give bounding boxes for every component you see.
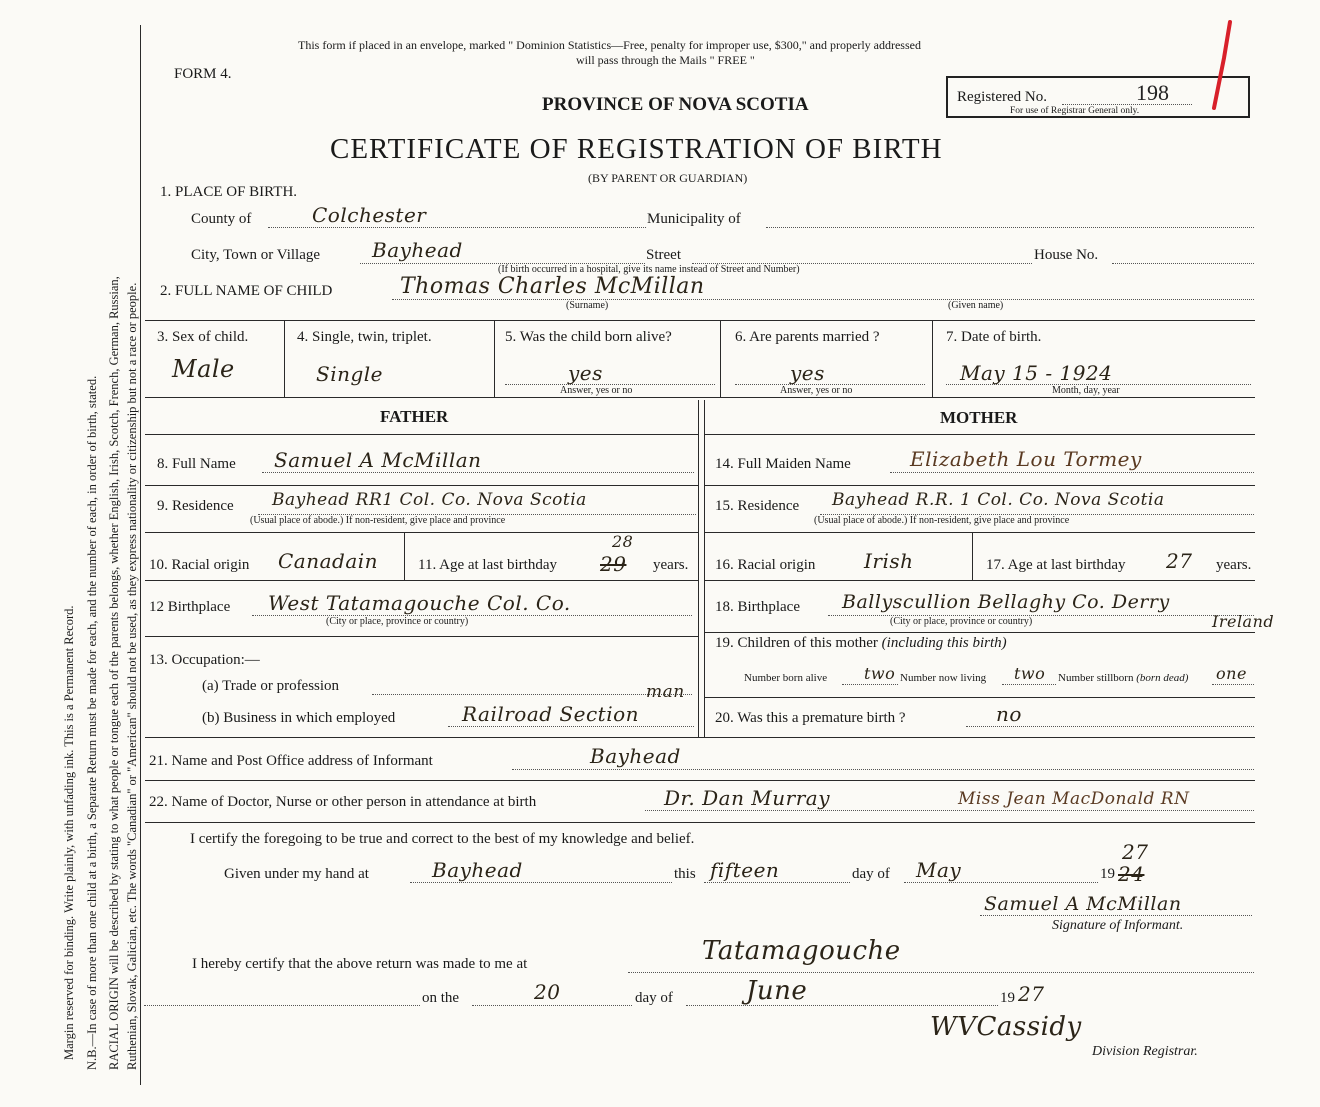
certificate-title: CERTIFICATE OF REGISTRATION OF BIRTH (330, 133, 943, 165)
mother-birthplace-value-2: Ireland (1212, 612, 1275, 631)
premature-label: 20. Was this a premature birth ? (715, 710, 906, 726)
mother-residence-value: Bayhead R.R. 1 Col. Co. Nova Scotia (832, 490, 1165, 510)
county-value: Colchester (312, 203, 427, 227)
business-value: Railroad Section (462, 702, 640, 726)
nurse-value: Miss Jean MacDonald RN (958, 789, 1190, 809)
mother-race-label: 16. Racial origin (715, 557, 816, 573)
father-name-label: 8. Full Name (157, 456, 236, 472)
certificate-subtitle: (BY PARENT OR GUARDIAN) (588, 171, 748, 185)
premature-value: no (996, 702, 1022, 726)
province-heading: PROVINCE OF NOVA SCOTIA (542, 94, 809, 115)
doctor-value: Dr. Dan Murray (664, 786, 831, 810)
place-heading: 1. PLACE OF BIRTH. (160, 184, 298, 200)
alive-label: 5. Was the child born alive? (505, 329, 672, 345)
red-check-mark (1200, 18, 1240, 113)
registrar-month-value: June (746, 976, 808, 1006)
form-number: FORM 4. (174, 66, 232, 82)
mother-years: years. (1216, 557, 1252, 573)
married-note: Answer, yes or no (780, 385, 853, 396)
given-year-value: 27 (1122, 840, 1149, 864)
father-years: years. (653, 557, 689, 573)
father-race-label: 10. Racial origin (149, 557, 250, 573)
house-label: House No. (1034, 247, 1099, 263)
stillborn-note: (born dead) (1136, 672, 1189, 684)
dob-value: May 15 - 1924 (960, 361, 1113, 385)
father-heading: FATHER (380, 407, 449, 426)
given-year-prefix: 19 (1100, 866, 1115, 882)
registered-number: 198 (1136, 80, 1169, 105)
surname-note: (Surname) (566, 300, 609, 311)
single-label: 4. Single, twin, triplet. (297, 329, 432, 345)
dob-note: Month, day, year (1052, 385, 1120, 396)
informant-label: 21. Name and Post Office address of Informant (149, 753, 433, 769)
child-name-value: Thomas Charles McMillan (400, 274, 705, 299)
mother-birthplace-value: Ballyscullion Bellaghy Co. Derry (842, 591, 1170, 613)
county-label: County of (191, 211, 252, 227)
living-value: two (1014, 664, 1046, 683)
business-label: (b) Business in which employed (202, 710, 396, 726)
father-residence-note: (Usual place of abode.) If non-resident, give place and province (250, 515, 506, 526)
father-birthplace-label: 12 Birthplace (149, 599, 231, 615)
father-name-value: Samuel A McMillan (274, 448, 482, 472)
given-dayof-label: day of (852, 866, 890, 882)
side-note-racial-origin-cont: Ruthenian, Slovak, Galician, etc. The words "Canadian" or "American" should not be used, as they express nationality or citizenship but not a race or people. (125, 282, 139, 1070)
informant-signature: Samuel A McMillan (984, 893, 1182, 915)
father-age-struck: 29 (600, 552, 627, 576)
mother-residence-note: (Usual place of abode.) If non-resident, give place and province (814, 515, 1070, 526)
mother-name-label: 14. Full Maiden Name (715, 456, 851, 472)
this-label: this (674, 866, 696, 882)
father-residence-label: 9. Residence (157, 498, 234, 514)
mother-age-label: 17. Age at last birthday (986, 557, 1126, 573)
children-label (715, 635, 1007, 652)
informant-signature-label: Signature of Informant. (1052, 918, 1184, 933)
stillborn-value: one (1216, 664, 1247, 683)
registrar-place-value: Tatamagouche (702, 936, 901, 966)
father-age-value: 28 (612, 532, 634, 551)
city-value: Bayhead (372, 238, 463, 262)
stillborn-label-text: Number stillborn (1058, 672, 1134, 684)
children-note: (including this birth) (881, 635, 1007, 651)
living-label: Number now living (900, 672, 987, 684)
mother-race-value: Irish (864, 549, 914, 573)
registrar-signature-label: Division Registrar. (1092, 1044, 1198, 1059)
municipality-label: Municipality of (647, 211, 741, 227)
mother-age-value: 27 (1166, 549, 1193, 573)
dob-label: 7. Date of birth. (946, 329, 1042, 345)
registrar-note: For use of Registrar General only. (1010, 106, 1140, 116)
mail-notice: This form if placed in an envelope, marked " Dominion Statistics—Free, penalty for improper use, $300," and properly addressed (298, 38, 921, 52)
registrar-signature: WVCassidy (930, 1012, 1082, 1042)
registrar-year-value: 27 (1018, 982, 1045, 1006)
street-note: (If birth occurred in a hospital, give its name instead of Street and Number) (498, 264, 800, 275)
city-label: City, Town or Village (191, 247, 321, 263)
business-value-extra: man (646, 682, 685, 702)
registrar-day-value: 20 (534, 980, 561, 1004)
mother-birthplace-note: (City or place, province or country) (890, 616, 1033, 627)
alive-note: Answer, yes or no (560, 385, 633, 396)
stillborn-label (1058, 672, 1188, 684)
given-place-value: Bayhead (432, 858, 523, 882)
mother-heading: MOTHER (940, 408, 1018, 427)
mother-name-value: Elizabeth Lou Tormey (910, 447, 1142, 471)
informant-value: Bayhead (590, 744, 681, 768)
side-note-racial-origin: RACIAL ORIGIN will be described by stating to what people or tongue each of the parents belongs, whether English, Irish, Scotch, French, German, Russian, (107, 276, 121, 1070)
born-alive-label: Number born alive (744, 672, 828, 684)
doctor-label: 22. Name of Doctor, Nurse or other person in attendance at birth (149, 794, 537, 810)
given-year-struck: 24 (1118, 862, 1145, 886)
trade-label: (a) Trade or profession (202, 678, 340, 694)
side-note-binding: Margin reserved for binding. Write plainly, with unfading ink. This is a Permanent Record. (62, 605, 76, 1060)
father-birthplace-note: (City or place, province or country) (326, 616, 469, 627)
child-name-label: 2. FULL NAME OF CHILD (160, 283, 333, 299)
married-label: 6. Are parents married ? (735, 329, 880, 345)
registrar-year-prefix: 19 (1000, 990, 1015, 1006)
given-label: Given under my hand at (224, 866, 369, 882)
margin-line (140, 25, 141, 1085)
mail-notice-2: will pass through the Mails " FREE " (576, 53, 755, 67)
given-name-note: (Given name) (948, 300, 1004, 311)
married-value: yes (790, 361, 825, 385)
father-race-value: Canadain (278, 549, 379, 573)
registrar-text: I hereby certify that the above return was made to me at (192, 956, 528, 972)
registrar-on-label: on the (422, 990, 460, 1006)
certify-text: I certify the foregoing to be true and correct to the best of my knowledge and belief. (190, 831, 695, 847)
given-day-value: fifteen (710, 858, 780, 882)
alive-value: yes (568, 361, 603, 385)
sex-label: 3. Sex of child. (157, 329, 249, 345)
registered-label: Registered No. (957, 89, 1047, 105)
mother-birthplace-label: 18. Birthplace (715, 599, 800, 615)
born-alive-value: two (864, 664, 896, 683)
given-month-value: May (916, 858, 962, 882)
father-age-label: 11. Age at last birthday (418, 557, 557, 573)
registrar-dayof-label: day of (635, 990, 673, 1006)
occupation-label: 13. Occupation:— (149, 652, 260, 668)
mother-residence-label: 15. Residence (715, 498, 800, 514)
children-label-text: 19. Children of this mother (715, 635, 878, 651)
single-value: Single (316, 362, 384, 386)
street-label: Street (646, 247, 681, 263)
father-birthplace-value: West Tatamagouche Col. Co. (268, 591, 571, 615)
father-residence-value: Bayhead RR1 Col. Co. Nova Scotia (272, 490, 587, 510)
side-note-multiple-births: N.B.—In case of more than one child at a birth, a Separate Return must be made for each, and the number of each, in order of birth, stated. (85, 375, 99, 1070)
sex-value: Male (172, 355, 235, 383)
